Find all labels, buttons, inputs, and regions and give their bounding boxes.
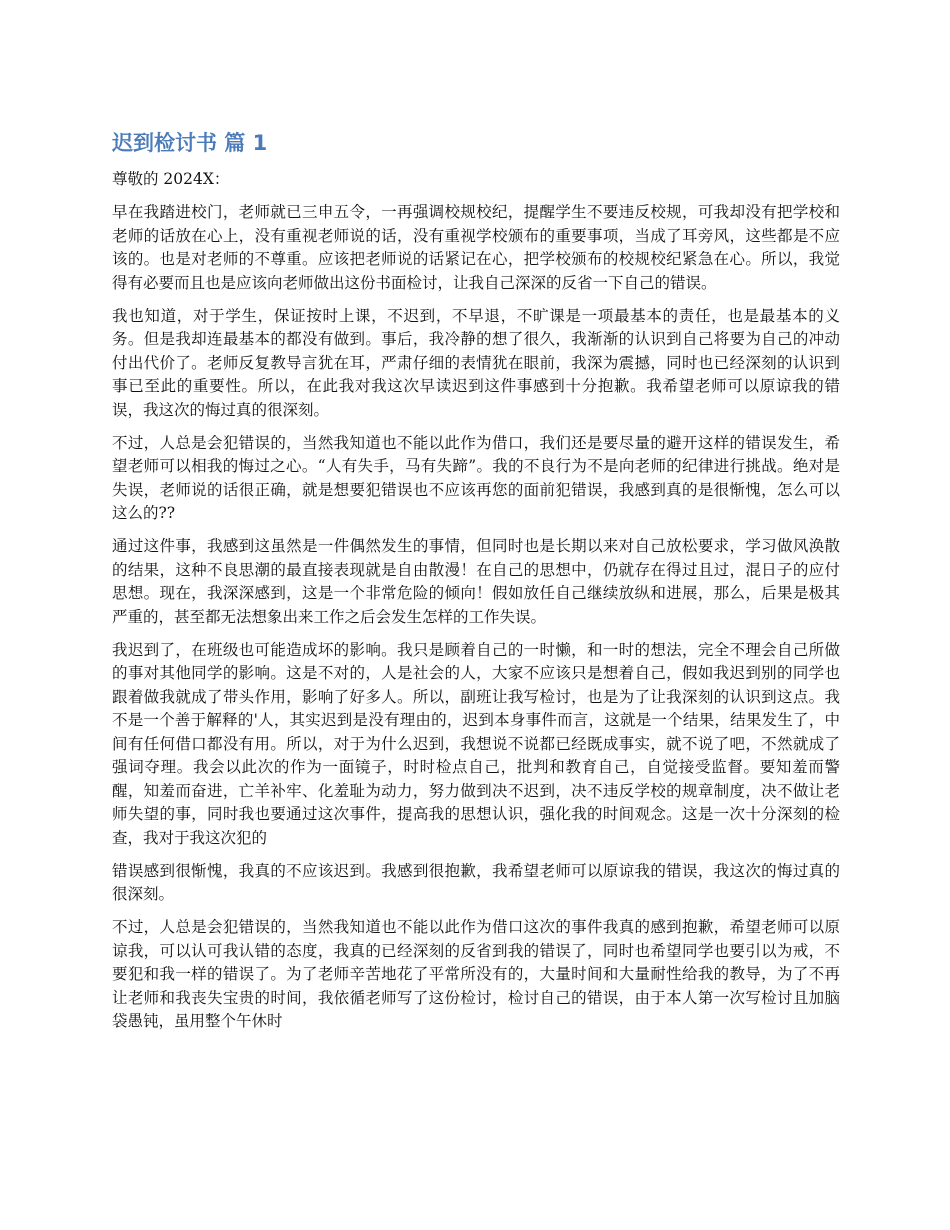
salutation: 尊敬的 2024X：	[112, 170, 230, 188]
paragraph-7: 不过，人总是会犯错误的，当然我知道也不能以此作为借口这次的事件我真的感到抱歉，希望老师可以原谅我，可以认可我认错的态度，我真的已经深刻的反省到我的错误了，同时也希望同学也要引以为戒，不要犯和我一样的错误了。为了老师辛苦地花了平常所没有的，大量时间和大量耐性给我的教导，为了不再让老师和我丧失宝贵的时间，我依循老师写了这份检讨，检讨自己的错误，由于本人第一次写检讨且加脑袋愚钝，虽用整个午休时	[112, 918, 840, 1030]
paragraph-2: 我也知道，对于学生，保证按时上课，不迟到，不早退，不旷课是一项最基本的责任，也是最基本的义务。但是我却连最基本的都没有做到。事后，我冷静的想了很久，我渐渐的认识到自己将要为自己的冲动付出代价了。老师反复教导言犹在耳，严肃仔细的表情犹在眼前，我深为震撼，同时也已经深刻的认识到事已至此的重要性。所以，在此我对我这次早读迟到这件事感到十分抱歉。我希望老师可以原谅我的错误，我这次的悔过真的很深刻。	[112, 306, 840, 419]
paragraph-4: 通过这件事，我感到这虽然是一件偶然发生的事情，但同时也是长期以来对自己放松要求，学习做风涣散的结果，这种不良思潮的最直接表现就是自由散漫！在自己的思想中，仍就存在得过且过，混日子的应付思想。现在，我深深感到，这是一个非常危险的倾向！假如放任自己继续放纵和进展，那么，后果是极其严重的，甚至都无法想象出来工作之后会发生怎样的工作失误。	[112, 537, 840, 626]
document-title: 迟到检讨书 篇 1	[112, 131, 268, 155]
paragraph-3: 不过，人总是会犯错误的，当然我知道也不能以此作为借口，我们还是要尽量的避开这样的错误发生，希望老师可以相我的悔过之心。“人有失手，马有失蹄”。我的不良行为不是向老师的纪律进行挑战。绝对是失误，老师说的话很正确，就是想要犯错误也不应该再您的面前犯错误，我感到真的是很惭愧，怎么可以这么的??	[112, 433, 840, 522]
paragraph-5: 我迟到了，在班级也可能造成坏的影响。我只是顾着自己的一时懒，和一时的想法，完全不理会自己所做的事对其他同学的影响。这是不对的，人是社会的人，大家不应该只是想着自己，假如我迟到别的同学也跟着做我就成了带头作用，影响了好多人。所以，副班让我写检讨，也是为了让我深刻的认识到这点。我不是一个善于解释的'人，其实迟到是没有理由的，迟到本身事件而言，这就是一个结果，结果发生了，中间有任何借口都没有用。所以，对于为什么迟到，我想说不说都已经既成事实，就不说了吧，不然就成了强词夺理。我会以此次的作为一面镜子，时时检点自己，批判和教育自己，自觉接受监督。要知羞而警醒，知羞而奋进，亡羊补牢、化羞耻为动力，努力做到决不迟到，决不违反学校的规章制度，决不做让老师失望的事，同时我也要通过这次事件，提高我的思想认识，强化我的时间观念。这是一次十分深刻的检查，我对于我这次犯的	[112, 640, 840, 847]
document-page	[112, 128, 840, 1043]
paragraph-6: 错误感到很惭愧，我真的不应该迟到。我感到很抱歉，我希望老师可以原谅我的错误，我这次的悔过真的很深刻。	[112, 861, 840, 903]
paragraph-1: 早在我踏进校门，老师就已三申五令，一再强调校规校纪，提醒学生不要违反校规，可我却没有把学校和老师的话放在心上，没有重视老师说的话，没有重视学校颁布的重要事项，当成了耳旁风，这些都是不应该的。也是对老师的不尊重。应该把老师说的话紧记在心，把学校颁布的校规校纪紧急在心。所以，我觉得有必要而且也是应该向老师做出这份书面检讨，让我自己深深的反省一下自己的错误。	[112, 203, 840, 292]
